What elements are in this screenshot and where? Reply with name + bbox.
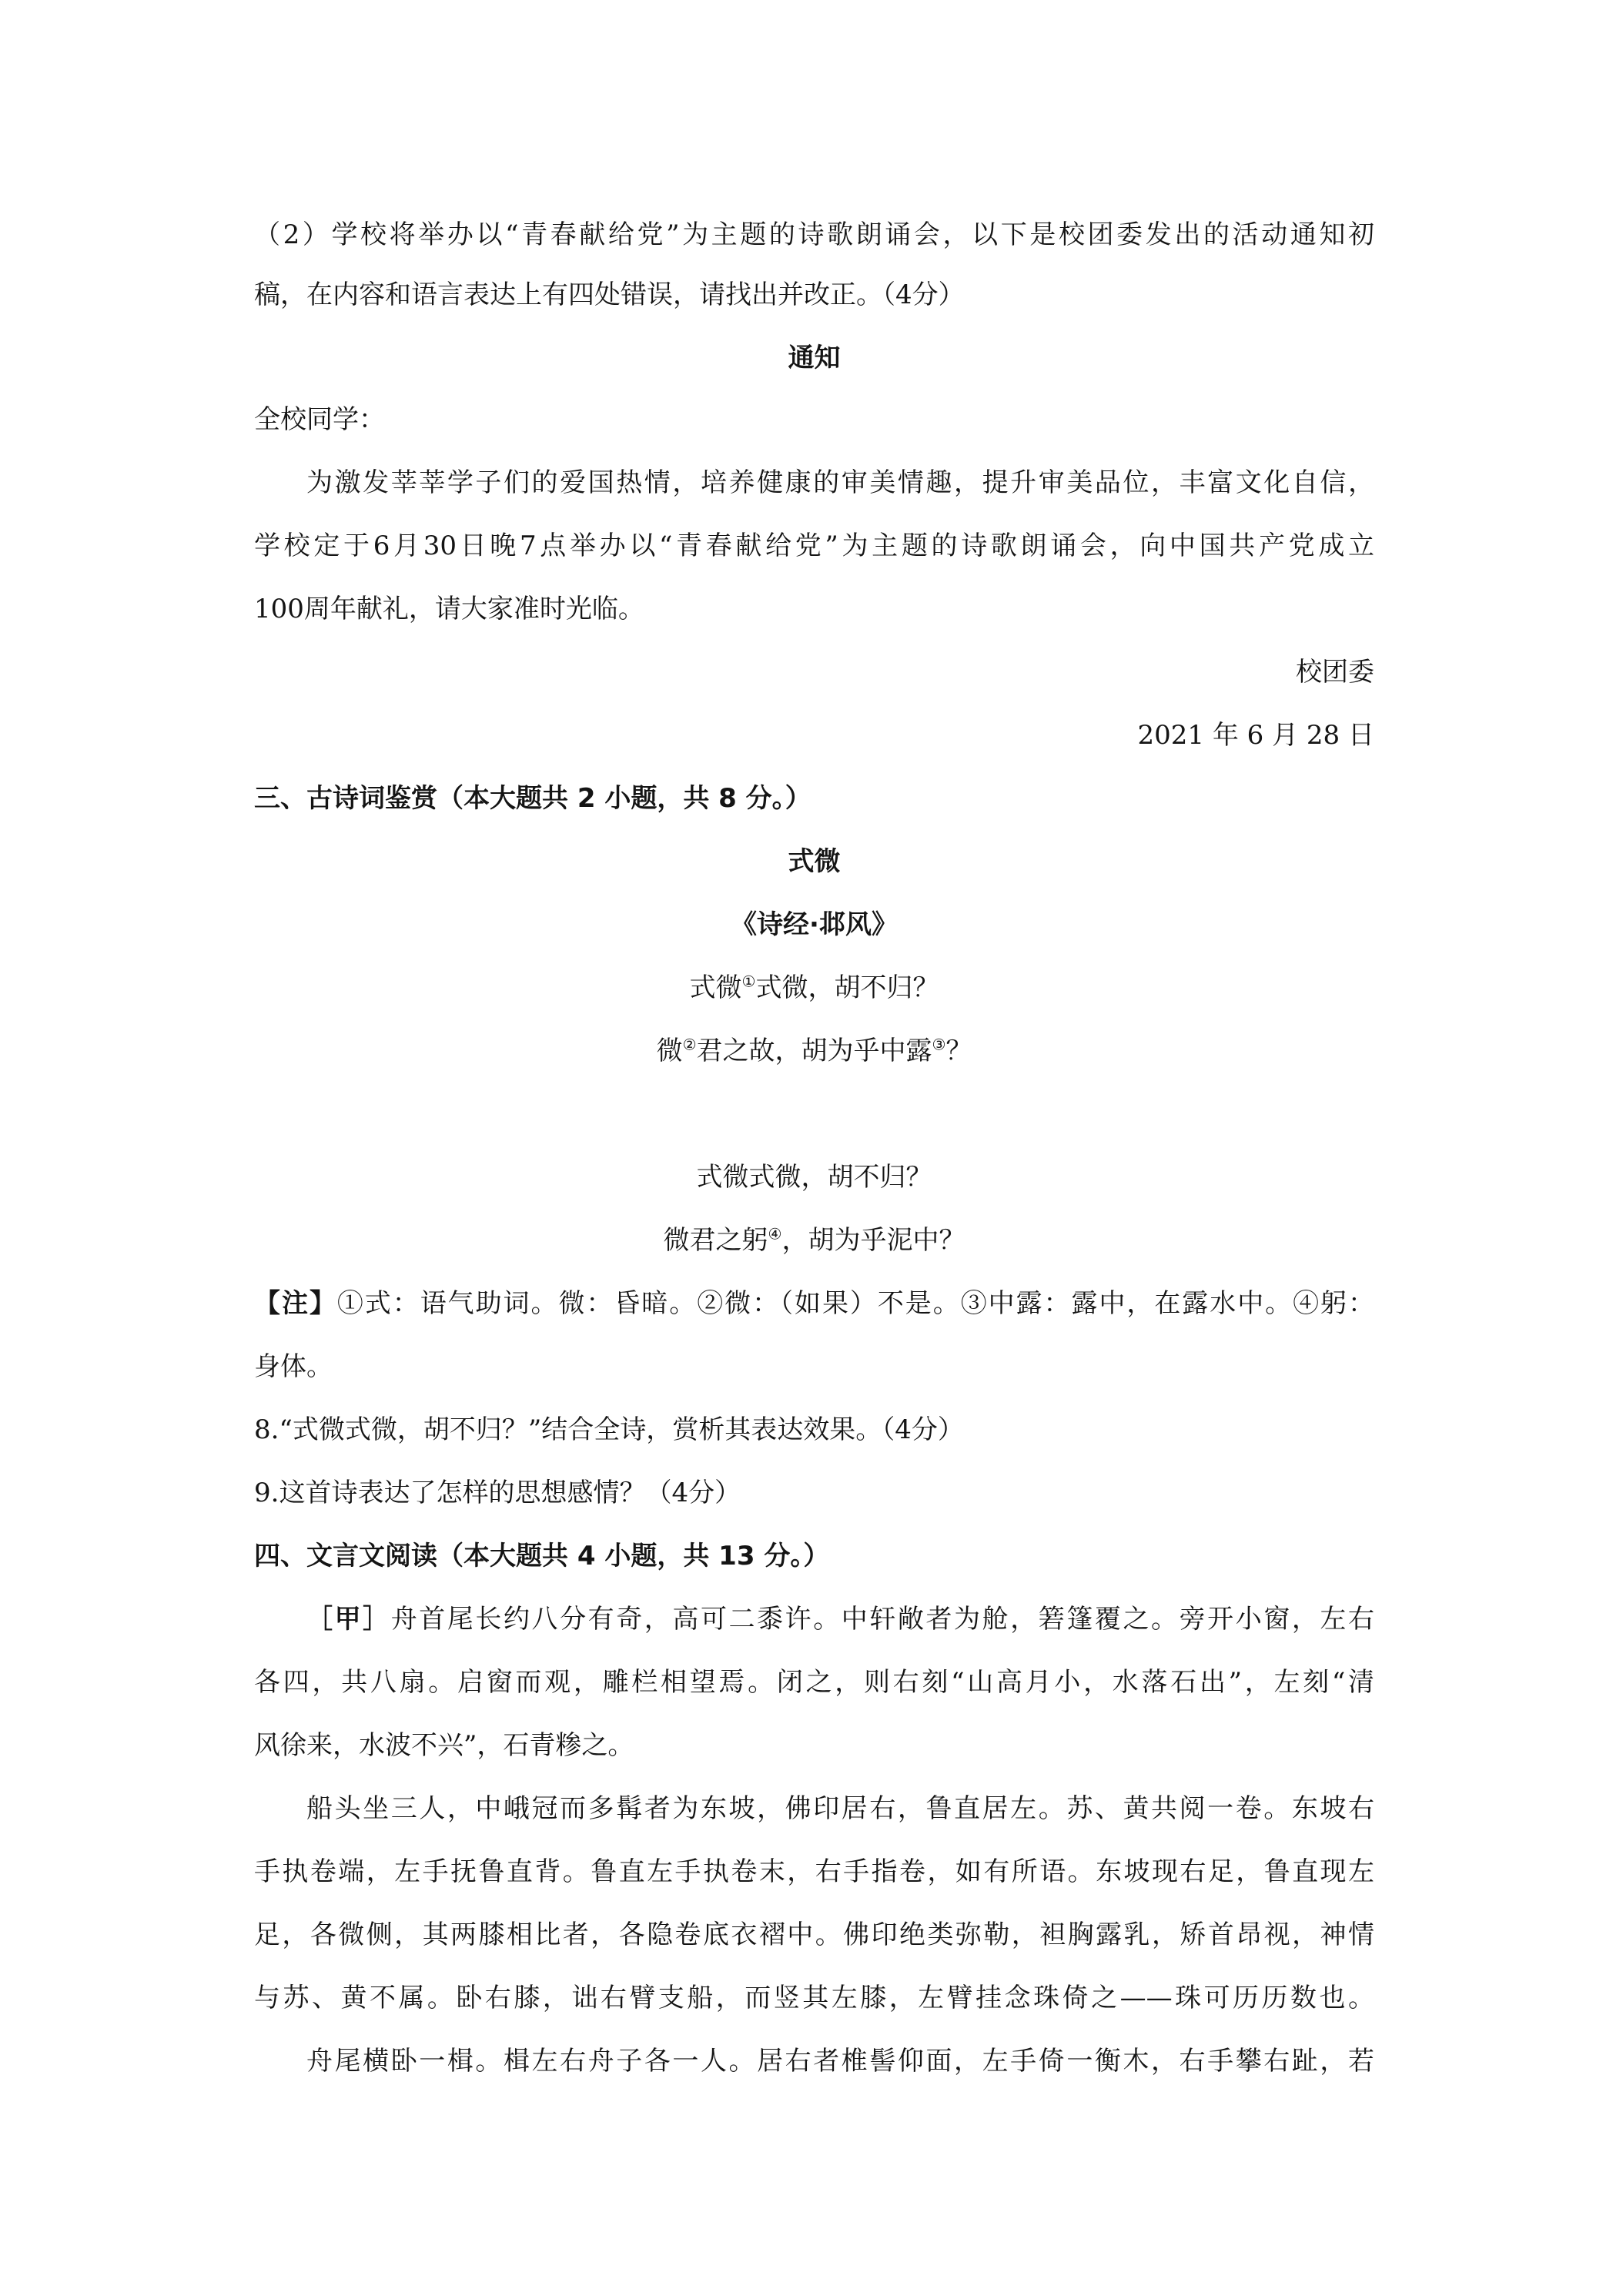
poem-notes-line-1 <box>254 1284 1374 1323</box>
passage-jia-line-1 <box>306 1600 1374 1638</box>
notice-body-line-1: 为激发莘莘学子们的爱国热情，培养健康的审美情趣，提升审美品位，丰富文化自信， <box>306 467 1374 498</box>
notice-signer: 校团委 <box>1296 657 1374 688</box>
poem-line-1 <box>254 969 1374 1007</box>
poem-line-4 <box>254 1221 1374 1260</box>
footnote-marker-3: ③ <box>932 1035 946 1054</box>
poem-line-3: 式微式微，胡不归？ <box>696 1162 932 1193</box>
poem-line-1-part-b: 式微，胡不归？ <box>755 972 939 1003</box>
passage-para2-line-2: 手执卷端，左手抚鲁直背。鲁直左手执卷末，右手指卷，如有所语。东坡现右足，鲁直现左 <box>254 1856 1374 1887</box>
passage-para2-line-3: 足，各微侧，其两膝相比者，各隐卷底衣褶中。佛印绝类弥勒，袒胸露乳，矫首昂视，神情 <box>254 1919 1374 1950</box>
notes-label: 【注】 <box>254 1288 337 1319</box>
question-2-line-1: （2）学校将举办以“青春献给党”为主题的诗歌朗诵会，以下是校团委发出的活动通知初 <box>254 219 1374 250</box>
notice-salutation: 全校同学： <box>254 404 385 435</box>
question-9: 9.这首诗表达了怎样的思想感情？（4分） <box>254 1478 741 1508</box>
passage-para2-line-4: 与苏、黄不属。卧右膝，诎右臂支船，而竖其左膝，左臂挂念珠倚之——珠可历历数也。 <box>254 1983 1374 2013</box>
footnote-marker-1: ① <box>741 972 756 991</box>
poem-line-2-part-c: ？ <box>945 1036 972 1066</box>
section-3-heading: 三、古诗词鉴赏（本大题共 2 小题，共 8 分。） <box>254 783 812 814</box>
passage-jia-line-3: 风徐来，水波不兴”，石青糁之。 <box>254 1730 634 1761</box>
notice-body-line-3: 100周年献礼，请大家准时光临。 <box>254 594 644 624</box>
poem-notes-line-2: 身体。 <box>254 1351 333 1382</box>
notice-date: 2021 年 6 月 28 日 <box>1137 720 1374 751</box>
poem-line-4-part-a: 微君之躬 <box>663 1225 768 1256</box>
passage-jia-text: 舟首尾长约八分有奇，高可二黍许。中轩敞者为舱，箬篷覆之。旁开小窗，左右 <box>390 1604 1374 1635</box>
question-2-line-2: 稿，在内容和语言表达上有四处错误，请找出并改正。（4分） <box>254 279 965 310</box>
notice-body-line-2: 学校定于6月30日晚7点举办以“青春献给党”为主题的诗歌朗诵会，向中国共产党成立 <box>254 530 1374 561</box>
notes-text: ①式：语气助词。微：昏暗。②微：（如果）不是。③中露：露中，在露水中。④躬： <box>336 1288 1375 1319</box>
passage-jia-line-2: 各四，共八扇。启窗而观，雕栏相望焉。闭之，则右刻“山高月小，水落石出”，左刻“清 <box>254 1667 1374 1698</box>
question-8: 8.“式微式微，胡不归？”结合全诗，赏析其表达效果。（4分） <box>254 1414 964 1445</box>
poem-line-2-part-a: 微 <box>656 1036 683 1066</box>
footnote-marker-2: ② <box>682 1035 697 1054</box>
poem-source: 《诗经·邶风》 <box>731 909 898 940</box>
passage-jia-label: ［甲］ <box>306 1604 391 1635</box>
footnote-marker-4: ④ <box>768 1224 782 1243</box>
passage-para3-line-1: 舟尾横卧一楫。楫左右舟子各一人。居右者椎髻仰面，左手倚一衡木，右手攀右趾，若 <box>306 2046 1374 2077</box>
poem-line-4-part-b: ，胡为乎泥中？ <box>781 1225 965 1256</box>
poem-line-2 <box>254 1032 1374 1070</box>
poem-line-1-part-a: 式微 <box>689 972 742 1003</box>
poem-line-2-part-b: 君之故，胡为乎中露 <box>696 1036 932 1066</box>
poem-title: 式微 <box>788 846 841 877</box>
section-4-heading: 四、文言文阅读（本大题共 4 小题，共 13 分。） <box>254 1541 830 1571</box>
passage-para2-line-1: 船头坐三人，中峨冠而多髯者为东坡，佛印居右，鲁直居左。苏、黄共阅一卷。东坡右 <box>306 1793 1374 1824</box>
notice-title: 通知 <box>788 343 841 373</box>
